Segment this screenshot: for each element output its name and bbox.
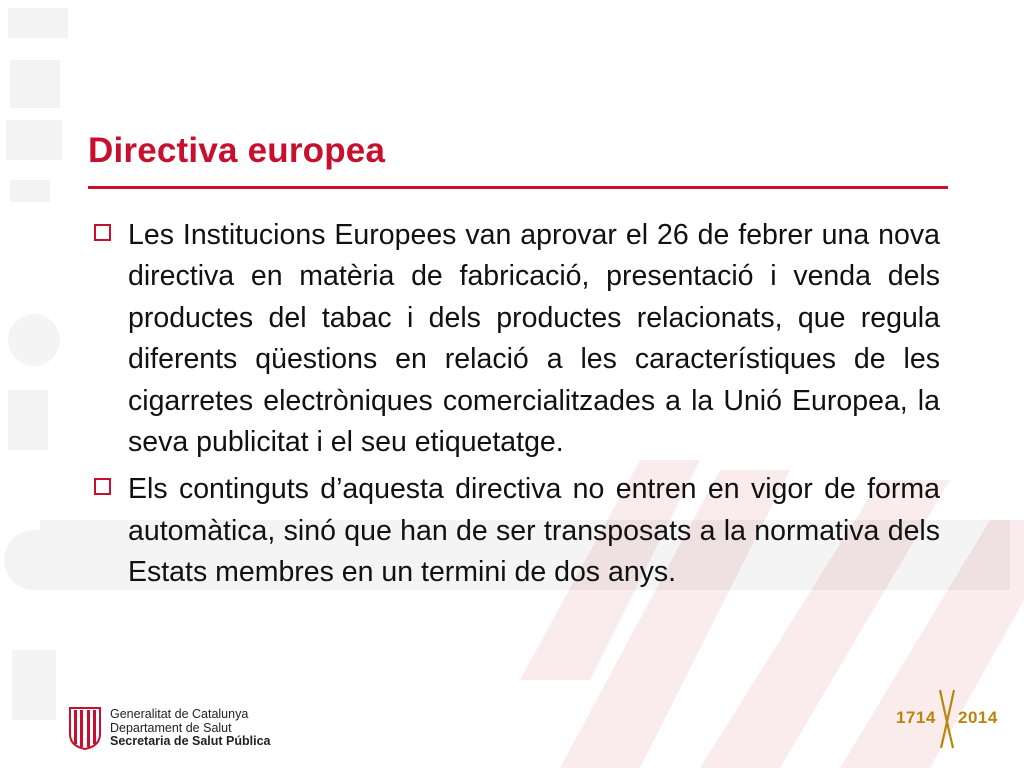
anniversary-logo	[896, 688, 996, 750]
logo-line-secretaria: Secretaria de Salut Pública	[110, 734, 271, 748]
anniversary-end-year: 2014	[958, 708, 998, 727]
anniversary-start-year: 1714	[896, 708, 936, 727]
title-underline	[88, 186, 948, 189]
bullet-item	[92, 469, 940, 593]
generalitat-logo-icon	[68, 706, 102, 750]
bullet-text: Els continguts d’aquesta directiva no entren en vigor de forma automàtica, sinó que han de ser transposats a la normativa dels Estats membres en un termini de dos anys.	[128, 473, 940, 589]
hollow-square-bullet-icon	[94, 478, 111, 495]
bullet-text: Les Institucions Europees van aprovar el 26 de febrer una nova directiva en matèria de fabricació, presentació i venda dels productes del tabac i dels productes relacionats, que regula diferents qüestions en relació a les característiques de les cigarretes electròniques comercialitzades a la Unió Europea, la seva publicitat i el seu etiquetatge.	[128, 219, 940, 459]
logo-line-generalitat: Generalitat de Catalunya	[110, 707, 249, 721]
bullet-item	[92, 215, 940, 463]
generalitat-logo	[68, 706, 308, 750]
logo-line-departament: Departament de Salut	[110, 720, 232, 735]
hollow-square-bullet-icon	[94, 224, 111, 241]
bullet-list	[92, 215, 940, 600]
slide-title: Directiva europea	[88, 131, 386, 170]
